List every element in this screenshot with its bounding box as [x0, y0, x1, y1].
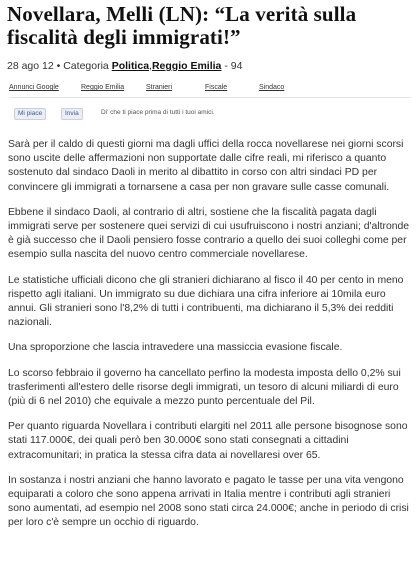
count-separator: - [221, 60, 231, 72]
paragraph: Ebbene il sindaco Daoli, al contrario di altri, sostiene che la fiscalità pagata dagli immigrati serve per sostenere quei servizi di cui usufruiscono i nostri anziani; d'altronde è già successo che il Daoli pensiero fosse contrario a quello dei suoi colleghi come per esempio sulla nascita del nuovo centro commerciale novellarese. [8, 206, 410, 261]
tag-stranieri[interactable]: Stranieri [146, 84, 173, 91]
article-title: Novellara, Melli (LN): “La verità sulla fiscalità degli immigrati!” [7, 2, 357, 49]
comment-count: 94 [230, 60, 243, 72]
category-link-politica[interactable]: Politica [111, 60, 150, 72]
tag-sindaco[interactable]: Sindaco [259, 84, 285, 91]
tag-reggio-emilia[interactable]: Reggio Emilia [81, 84, 125, 91]
article-meta [7, 60, 242, 72]
ad-tags-bar [9, 83, 411, 98]
paragraph: Le statistiche ufficiali dicono che gli stranieri dichiarano al fisco il 40 per cento in meno rispetto agli italiani. Un immigrato su due dichiara una cifra inferiore ai 10mila euro annui. Gli stranieri sono l'8,2% di tutti i contribuenti, ma dichiarano il 5,3% dei redditi nazionali. [8, 274, 404, 329]
paragraph: In sostanza i nostri anziani che hanno lavorato e pagato le tasse per una vita vengono equiparati a coloro che sono appena arrivati in Italia mentre i contributi agli stranieri sono aumentati, ad esempio nel 2008 sono stati circa 24.000€; anche in periodo di crisi per loro c'è sempre un occhio di riguardo. [8, 474, 409, 529]
paragraph: Per quanto riguarda Novellara i contributi elargiti nel 2011 alle persone bisognose sono stati 117.000€, dei quali però ben 30.000€ sono stati consegnati a cittadini extracomunitari; in pratica la stessa cifra data ai novellaresi over 65. [8, 421, 408, 461]
send-button[interactable]: Invia [61, 108, 83, 120]
paragraph: Lo scorso febbraio il governo ha cancellato perfino la modesta imposta dello 0,2% sui trasferimenti all'estero delle risorse degli immigrati, un tesoro di alcuni miliardi di euro (più di 6 nel 2010) che equivale a mezzo punto percentuale del Pil. [8, 367, 401, 408]
category-comma: , [149, 60, 152, 72]
paragraph: Sarà per il caldo di questi giorni ma dagli uffici della rocca novellarese nei giorni scorsi sono uscite delle affermazioni non supportate dalle cifre reali, mi riferisco a quanto sostenuto dal sindaco Daoli in merito al dibattito in corso con altri sindaci PD per convincere gli immigrati a tornarsene a casa per non gravare sulle casse comunali. [8, 139, 404, 193]
article-body [8, 138, 414, 542]
category-prefix: • Categoria [53, 60, 112, 72]
like-button[interactable]: Mi piace [14, 108, 46, 120]
like-prompt-text: Di' che ti piace prima di tutti i tuoi amici. [101, 109, 215, 116]
post-date: 28 ago 12 [7, 60, 54, 72]
category-link-reggio-emilia[interactable]: Reggio Emilia [151, 60, 222, 72]
tag-annunci-google[interactable]: Annunci Google [9, 84, 59, 91]
tag-fiscale[interactable]: Fiscale [205, 84, 228, 91]
paragraph: Una sproporzione che lascia intravedere una massiccia evasione fiscale. [8, 342, 343, 354]
